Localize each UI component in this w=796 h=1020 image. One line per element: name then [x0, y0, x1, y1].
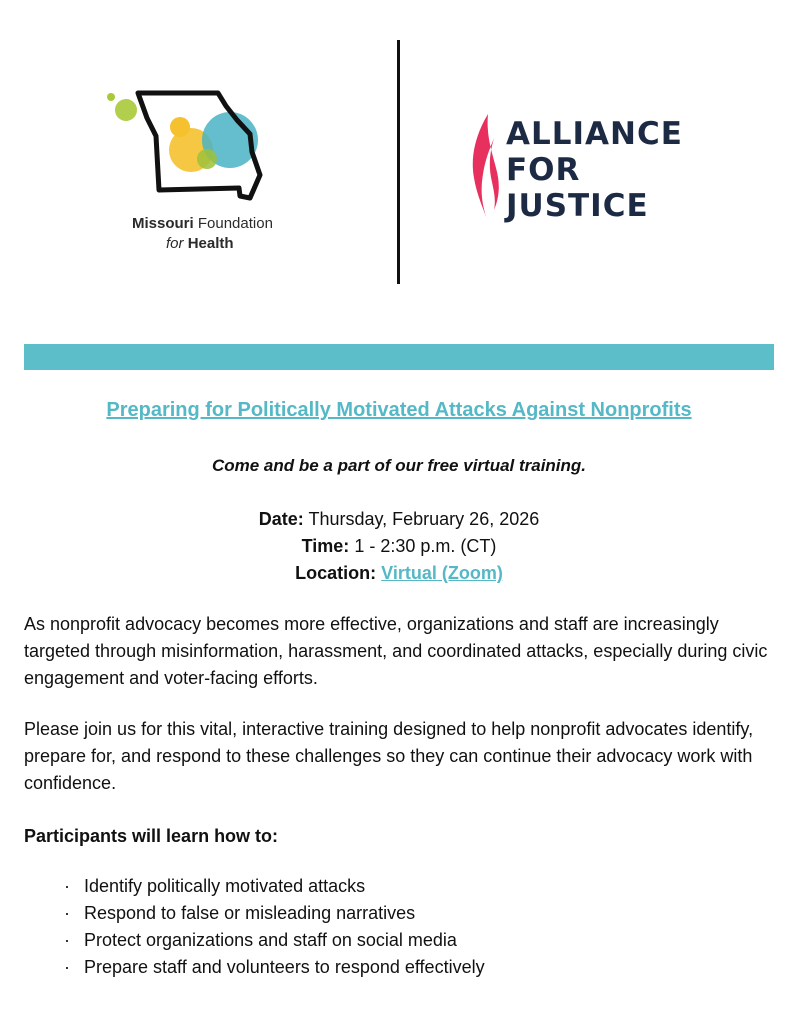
- list-item: [64, 954, 774, 981]
- time-label: Time:: [301, 536, 350, 556]
- location-row: [24, 560, 774, 587]
- mffh-text-foundation: Foundation: [193, 215, 273, 232]
- list-item: [64, 873, 774, 900]
- list-item: [64, 900, 774, 927]
- event-details: [24, 506, 774, 587]
- time-row: [24, 533, 774, 560]
- email-header: [0, 0, 796, 330]
- list-item-text: Identify politically motivated attacks: [84, 876, 366, 896]
- mffh-text-health: Health: [187, 235, 234, 252]
- afj-line-alliance: ALLIANCE: [506, 116, 683, 152]
- learn-heading: Participants will learn how to:: [24, 826, 279, 846]
- afj-line-for: FOR: [506, 152, 581, 188]
- learn-list: [64, 873, 774, 981]
- zoom-link[interactable]: Virtual (Zoom): [381, 563, 503, 583]
- intro-text: Come and be a part of our free virtual training.: [211, 456, 587, 475]
- date-row: [24, 506, 774, 533]
- list-item-text: Protect organizations and staff on social media: [84, 930, 457, 950]
- missouri-map-icon: [100, 80, 300, 220]
- list-item-text: Respond to false or misleading narratives: [84, 903, 416, 923]
- list-item-text: Prepare staff and volunteers to respond effectively: [84, 957, 485, 977]
- mffh-text-for: for: [166, 235, 188, 252]
- accent-bar: [24, 344, 774, 370]
- bullet-dot: ·: [64, 930, 70, 950]
- event-title-link[interactable]: Preparing for Politically Motivated Attacks Against Nonprofits: [106, 399, 692, 421]
- location-label: Location:: [295, 563, 377, 583]
- flame-icon: [466, 112, 502, 224]
- logo-divider: [397, 40, 400, 284]
- time-value: 1 - 2:30 p.m. (CT): [354, 536, 497, 556]
- list-item: [64, 927, 774, 954]
- date-label: Date:: [258, 509, 304, 529]
- afj-line-justice: JUSTICE: [506, 188, 649, 224]
- email-body: [24, 395, 774, 981]
- date-value: Thursday, February 26, 2026: [308, 509, 540, 529]
- paragraph-2: Please join us for this vital, interactive training designed to help nonprofit advocates identify, prepare for, and respond to these challenges so they can continue their advocacy work with confidence.: [24, 719, 754, 793]
- bullet-dot: ·: [64, 903, 70, 923]
- bullet-dot: ·: [64, 957, 70, 977]
- mffh-text-missouri: Missouri: [132, 215, 194, 232]
- bullet-dot: ·: [64, 876, 70, 896]
- paragraph-1: As nonprofit advocacy becomes more effective, organizations and staff are increasingly targeted through misinformation, harassment, and coordinated attacks, especially during civic engagement and voter-facing efforts.: [24, 614, 768, 688]
- missouri-foundation-for-health-logo: [100, 80, 300, 260]
- alliance-for-justice-logo: [466, 112, 716, 224]
